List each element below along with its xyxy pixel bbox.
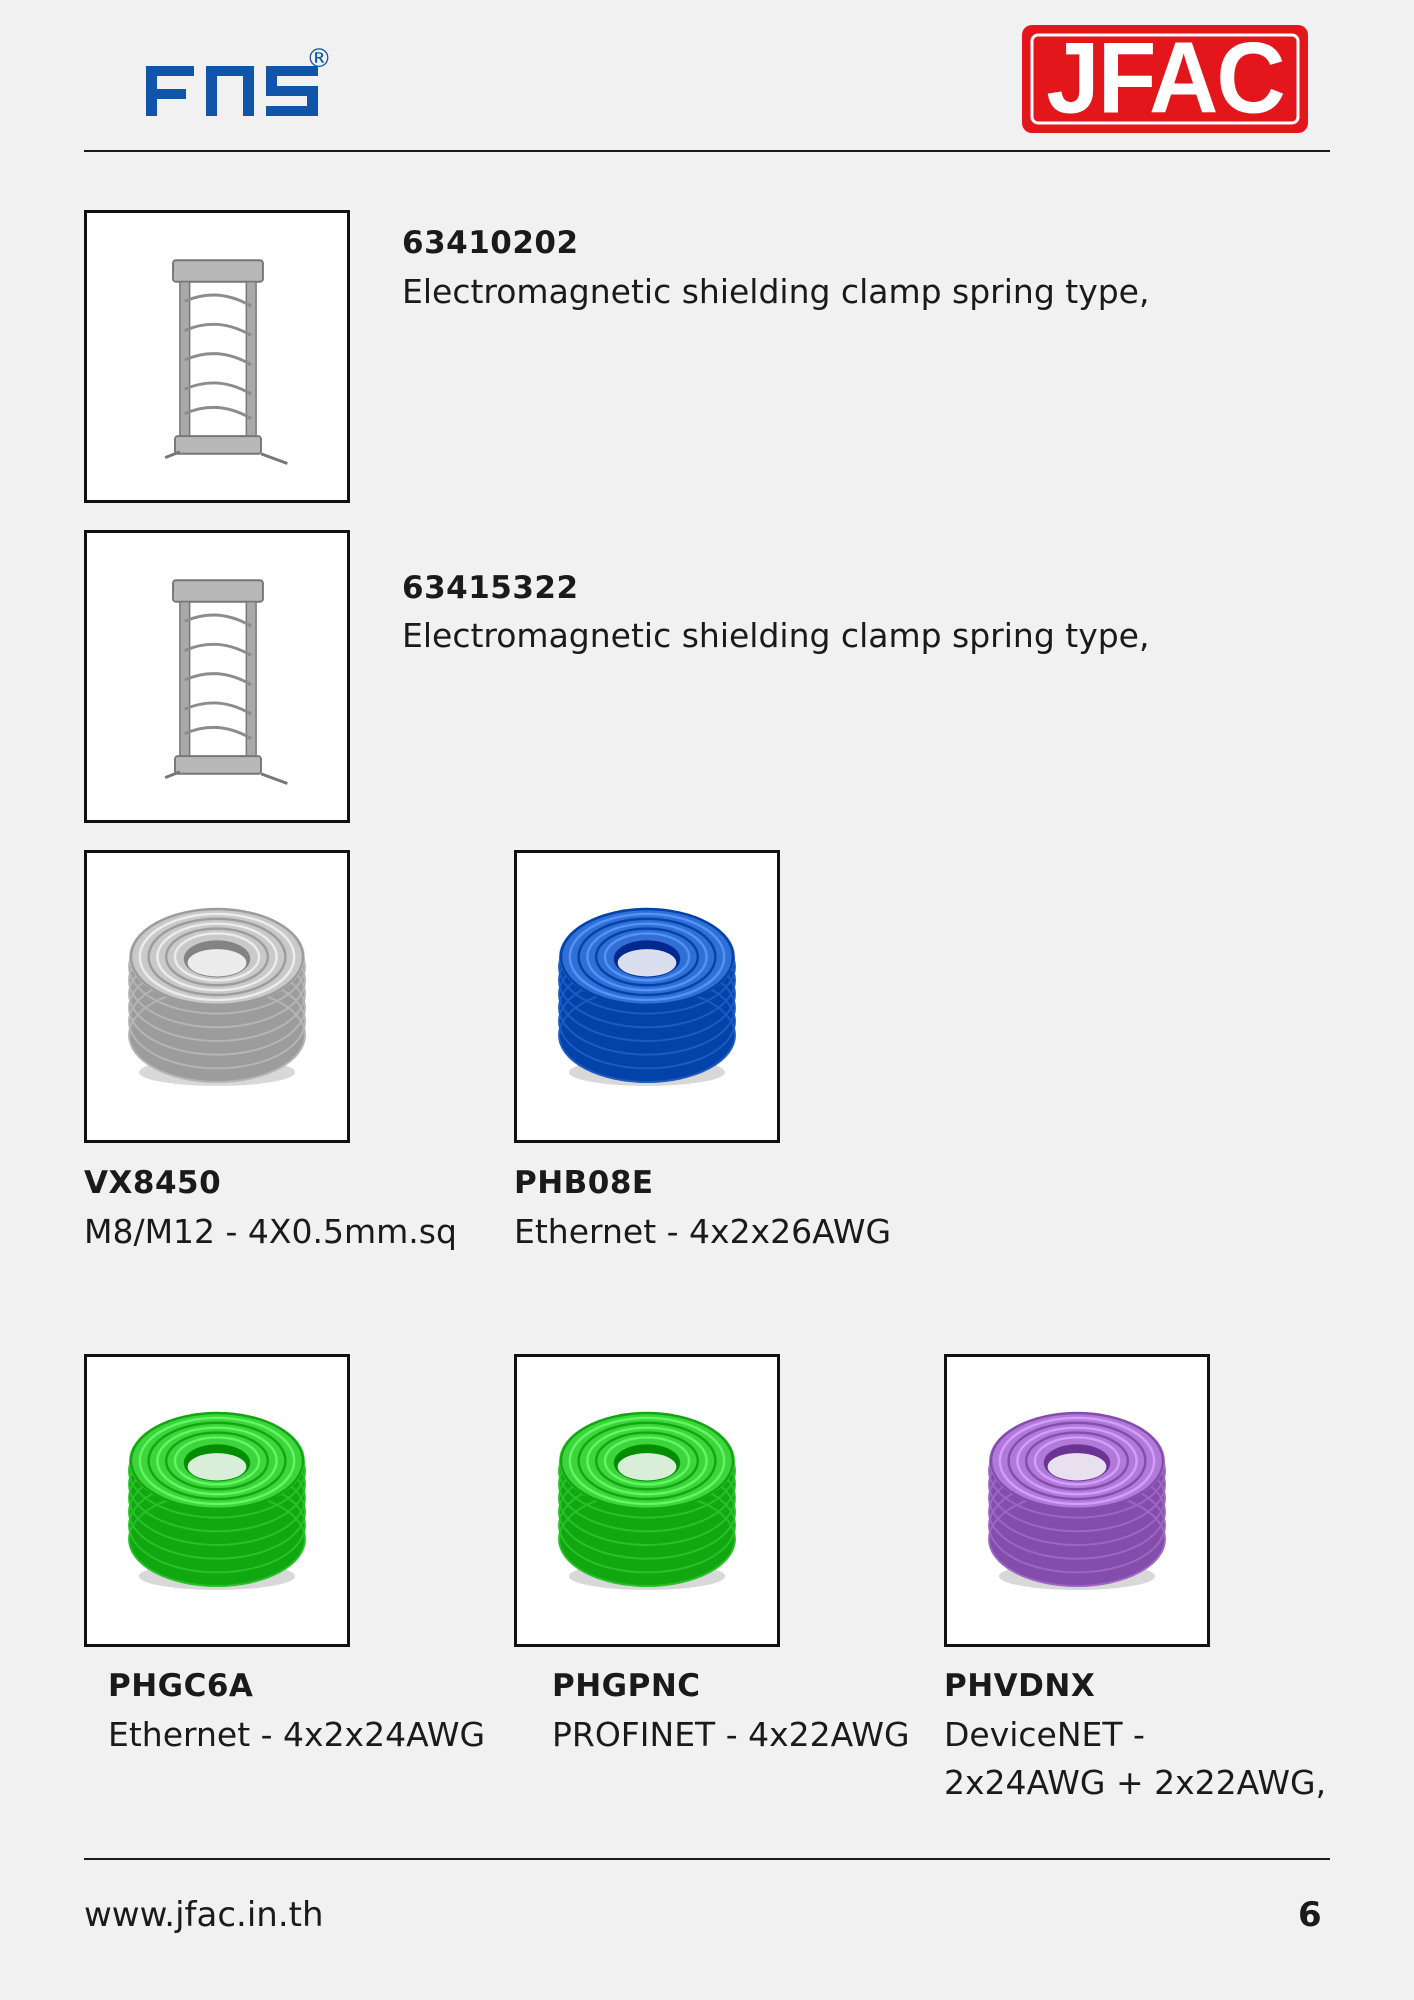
product-image-frame [84, 530, 350, 823]
product-code: 63410202 [402, 225, 579, 261]
product-description: M8/M12 - 4X0.5mm.sq [84, 1212, 457, 1251]
fas-logo [146, 44, 346, 132]
product-description: Ethernet - 4x2x24AWG [108, 1715, 486, 1754]
registered-mark: ® [306, 44, 332, 74]
product-code: PHGPNC [552, 1668, 701, 1704]
product-image-frame [514, 1354, 780, 1647]
header-divider [84, 150, 1330, 152]
product-image-frame [514, 850, 780, 1143]
product-image-frame [84, 210, 350, 503]
cable-coil-icon [517, 853, 777, 1140]
page-number: 6 [1298, 1895, 1322, 1935]
product-image-frame [944, 1354, 1210, 1647]
shield-clamp-icon [87, 533, 347, 820]
product-code: PHVDNX [944, 1668, 1096, 1704]
cable-coil-icon [87, 853, 347, 1140]
jfac-logo [1022, 22, 1308, 135]
product-code: 63415322 [402, 570, 579, 606]
cable-coil-icon [87, 1357, 347, 1644]
product-code: VX8450 [84, 1165, 222, 1201]
shield-clamp-icon [87, 213, 347, 500]
cable-coil-icon [947, 1357, 1207, 1644]
product-description: Electromagnetic shielding clamp spring type, [402, 272, 1150, 311]
jfac-logo-text: JFAC [1046, 22, 1284, 135]
cable-coil-icon [517, 1357, 777, 1644]
product-image-frame [84, 1354, 350, 1647]
website-link[interactable]: www.jfac.in.th [84, 1895, 324, 1935]
product-description-line2: 2x24AWG + 2x22AWG, [944, 1763, 1327, 1802]
product-code: PHB08E [514, 1165, 654, 1201]
product-image-frame [84, 850, 350, 1143]
product-code: PHGC6A [108, 1668, 254, 1704]
product-description: Electromagnetic shielding clamp spring type, [402, 616, 1150, 655]
footer-divider [84, 1858, 1330, 1860]
product-description: DeviceNET - [944, 1715, 1145, 1754]
product-description: PROFINET - 4x22AWG [552, 1715, 910, 1754]
product-description: Ethernet - 4x2x26AWG [514, 1212, 892, 1251]
